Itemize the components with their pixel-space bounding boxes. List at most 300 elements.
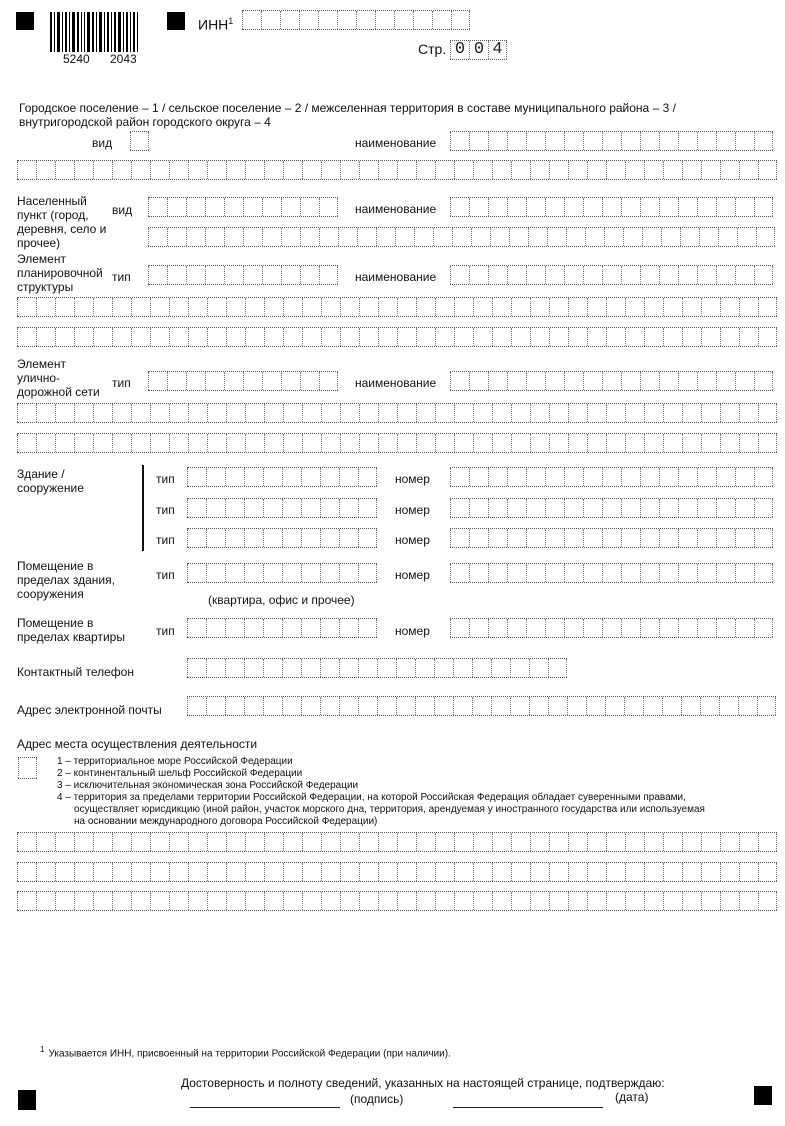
input-cell[interactable] xyxy=(225,564,244,582)
input-cell[interactable] xyxy=(473,863,492,881)
input-cell[interactable] xyxy=(758,298,777,316)
input-cell[interactable] xyxy=(243,266,262,284)
input-cell[interactable] xyxy=(187,659,206,677)
input-cell[interactable] xyxy=(454,833,473,851)
input-cell[interactable] xyxy=(644,833,663,851)
input-cell[interactable] xyxy=(416,833,435,851)
activity-address-field-row3[interactable] xyxy=(17,891,777,911)
input-cell[interactable] xyxy=(205,198,224,216)
input-cell[interactable] xyxy=(644,328,663,346)
input-cell[interactable] xyxy=(338,228,357,246)
input-cell[interactable] xyxy=(112,833,131,851)
input-cell[interactable] xyxy=(435,404,454,422)
input-cell[interactable] xyxy=(320,468,339,486)
input-cell[interactable] xyxy=(621,499,640,517)
input-cell[interactable] xyxy=(682,404,701,422)
input-cell[interactable] xyxy=(264,833,283,851)
input-cell[interactable] xyxy=(167,372,186,390)
input-cell[interactable] xyxy=(719,697,738,715)
input-cell[interactable] xyxy=(492,161,511,179)
input-cell[interactable] xyxy=(451,11,470,29)
input-cell[interactable] xyxy=(359,863,378,881)
input-cell[interactable] xyxy=(511,892,530,910)
input-cell[interactable] xyxy=(450,132,469,150)
input-cell[interactable] xyxy=(545,529,564,547)
input-cell[interactable] xyxy=(55,833,74,851)
input-cell[interactable] xyxy=(93,161,112,179)
input-cell[interactable] xyxy=(662,697,681,715)
input-cell[interactable] xyxy=(416,404,435,422)
input-cell[interactable] xyxy=(621,619,640,637)
input-cell[interactable] xyxy=(716,499,735,517)
input-cell[interactable] xyxy=(320,529,339,547)
planning-element-type-field[interactable] xyxy=(148,265,338,285)
input-cell[interactable] xyxy=(283,863,302,881)
input-cell[interactable] xyxy=(488,266,507,284)
input-cell[interactable] xyxy=(511,434,530,452)
input-cell[interactable] xyxy=(754,499,773,517)
input-cell[interactable] xyxy=(678,529,697,547)
input-cell[interactable] xyxy=(359,404,378,422)
input-cell[interactable] xyxy=(697,619,716,637)
input-cell[interactable] xyxy=(321,298,340,316)
input-cell[interactable] xyxy=(492,434,511,452)
input-cell[interactable] xyxy=(587,298,606,316)
input-cell[interactable] xyxy=(564,529,583,547)
input-cell[interactable] xyxy=(301,697,320,715)
input-cell[interactable] xyxy=(659,564,678,582)
input-cell[interactable] xyxy=(697,266,716,284)
input-cell[interactable] xyxy=(207,434,226,452)
input-cell[interactable] xyxy=(262,372,281,390)
input-cell[interactable] xyxy=(262,198,281,216)
input-cell[interactable] xyxy=(320,499,339,517)
input-cell[interactable] xyxy=(530,863,549,881)
input-cell[interactable] xyxy=(224,228,243,246)
input-cell[interactable] xyxy=(720,434,739,452)
input-cell[interactable] xyxy=(606,863,625,881)
input-cell[interactable] xyxy=(397,863,416,881)
input-cell[interactable] xyxy=(602,468,621,486)
input-cell[interactable] xyxy=(394,11,413,29)
input-cell[interactable] xyxy=(17,892,36,910)
input-cell[interactable] xyxy=(739,161,758,179)
input-cell[interactable] xyxy=(18,758,37,778)
input-cell[interactable] xyxy=(735,499,754,517)
input-cell[interactable] xyxy=(548,659,567,677)
input-cell[interactable] xyxy=(377,659,396,677)
input-cell[interactable] xyxy=(602,266,621,284)
input-cell[interactable] xyxy=(568,833,587,851)
input-cell[interactable] xyxy=(450,266,469,284)
input-cell[interactable] xyxy=(245,833,264,851)
input-cell[interactable] xyxy=(526,132,545,150)
input-cell[interactable] xyxy=(663,863,682,881)
input-cell[interactable] xyxy=(435,161,454,179)
input-cell[interactable] xyxy=(621,266,640,284)
input-cell[interactable] xyxy=(758,161,777,179)
input-cell[interactable] xyxy=(640,198,659,216)
settlement-name-field-row2[interactable] xyxy=(17,160,777,180)
input-cell[interactable] xyxy=(716,132,735,150)
input-cell[interactable] xyxy=(207,833,226,851)
input-cell[interactable] xyxy=(169,404,188,422)
input-cell[interactable] xyxy=(739,328,758,346)
input-cell[interactable] xyxy=(587,404,606,422)
input-cell[interactable] xyxy=(568,892,587,910)
input-cell[interactable] xyxy=(682,892,701,910)
input-cell[interactable] xyxy=(529,697,548,715)
input-cell[interactable] xyxy=(545,468,564,486)
input-cell[interactable] xyxy=(528,228,547,246)
input-cell[interactable] xyxy=(416,161,435,179)
input-cell[interactable] xyxy=(469,499,488,517)
input-cell[interactable] xyxy=(148,228,167,246)
input-cell[interactable] xyxy=(397,328,416,346)
input-cell[interactable] xyxy=(319,266,338,284)
input-cell[interactable] xyxy=(112,434,131,452)
input-cell[interactable] xyxy=(358,468,377,486)
input-cell[interactable] xyxy=(739,298,758,316)
input-cell[interactable] xyxy=(621,132,640,150)
input-cell[interactable] xyxy=(735,468,754,486)
input-cell[interactable] xyxy=(224,266,243,284)
input-cell[interactable] xyxy=(207,404,226,422)
input-cell[interactable] xyxy=(735,564,754,582)
input-cell[interactable] xyxy=(716,564,735,582)
input-cell[interactable] xyxy=(112,298,131,316)
input-cell[interactable] xyxy=(454,161,473,179)
input-cell[interactable] xyxy=(491,697,510,715)
input-cell[interactable] xyxy=(469,372,488,390)
input-cell[interactable] xyxy=(492,833,511,851)
input-cell[interactable] xyxy=(454,328,473,346)
phone-field[interactable] xyxy=(187,658,567,678)
input-cell[interactable] xyxy=(93,404,112,422)
input-cell[interactable] xyxy=(359,328,378,346)
input-cell[interactable] xyxy=(602,529,621,547)
input-cell[interactable] xyxy=(224,198,243,216)
input-cell[interactable] xyxy=(36,298,55,316)
input-cell[interactable] xyxy=(450,564,469,582)
input-cell[interactable] xyxy=(735,132,754,150)
input-cell[interactable] xyxy=(663,434,682,452)
input-cell[interactable] xyxy=(511,863,530,881)
input-cell[interactable] xyxy=(606,328,625,346)
input-cell[interactable] xyxy=(433,228,452,246)
input-cell[interactable] xyxy=(758,434,777,452)
premises-number-field[interactable] xyxy=(450,563,773,583)
input-cell[interactable] xyxy=(226,161,245,179)
locality-name-field[interactable] xyxy=(450,197,773,217)
input-cell[interactable] xyxy=(131,833,150,851)
input-cell[interactable] xyxy=(131,892,150,910)
input-cell[interactable] xyxy=(150,328,169,346)
input-cell[interactable] xyxy=(602,198,621,216)
input-cell[interactable] xyxy=(720,328,739,346)
input-cell[interactable] xyxy=(283,892,302,910)
input-cell[interactable] xyxy=(530,892,549,910)
input-cell[interactable] xyxy=(263,499,282,517)
input-cell[interactable] xyxy=(737,228,756,246)
input-cell[interactable] xyxy=(36,833,55,851)
input-cell[interactable] xyxy=(621,198,640,216)
input-cell[interactable] xyxy=(415,697,434,715)
input-cell[interactable] xyxy=(339,529,358,547)
input-cell[interactable] xyxy=(148,266,167,284)
input-cell[interactable] xyxy=(150,863,169,881)
input-cell[interactable] xyxy=(244,468,263,486)
input-cell[interactable] xyxy=(263,659,282,677)
input-cell[interactable] xyxy=(545,132,564,150)
input-cell[interactable] xyxy=(263,564,282,582)
input-cell[interactable] xyxy=(568,298,587,316)
input-cell[interactable] xyxy=(701,434,720,452)
input-cell[interactable] xyxy=(564,619,583,637)
input-cell[interactable] xyxy=(397,298,416,316)
input-cell[interactable] xyxy=(507,499,526,517)
input-cell[interactable] xyxy=(300,228,319,246)
input-cell[interactable] xyxy=(526,198,545,216)
input-cell[interactable] xyxy=(757,697,776,715)
input-cell[interactable] xyxy=(225,468,244,486)
input-cell[interactable] xyxy=(659,372,678,390)
input-cell[interactable] xyxy=(720,298,739,316)
input-cell[interactable] xyxy=(678,372,697,390)
input-cell[interactable] xyxy=(321,833,340,851)
input-cell[interactable] xyxy=(624,697,643,715)
input-cell[interactable] xyxy=(492,404,511,422)
input-cell[interactable] xyxy=(586,697,605,715)
input-cell[interactable] xyxy=(682,833,701,851)
input-cell[interactable] xyxy=(716,198,735,216)
input-cell[interactable] xyxy=(739,892,758,910)
input-cell[interactable] xyxy=(716,266,735,284)
input-cell[interactable] xyxy=(701,328,720,346)
input-cell[interactable] xyxy=(359,833,378,851)
input-cell[interactable] xyxy=(549,161,568,179)
input-cell[interactable] xyxy=(17,328,36,346)
input-cell[interactable] xyxy=(416,328,435,346)
input-cell[interactable] xyxy=(301,659,320,677)
input-cell[interactable] xyxy=(678,619,697,637)
input-cell[interactable] xyxy=(358,697,377,715)
input-cell[interactable] xyxy=(606,434,625,452)
input-cell[interactable] xyxy=(659,132,678,150)
input-cell[interactable] xyxy=(583,499,602,517)
input-cell[interactable] xyxy=(758,863,777,881)
input-cell[interactable] xyxy=(549,434,568,452)
input-cell[interactable] xyxy=(55,863,74,881)
input-cell[interactable] xyxy=(378,161,397,179)
input-cell[interactable] xyxy=(17,833,36,851)
input-cell[interactable] xyxy=(36,434,55,452)
input-cell[interactable] xyxy=(55,434,74,452)
input-cell[interactable] xyxy=(454,434,473,452)
input-cell[interactable] xyxy=(243,228,262,246)
input-cell[interactable] xyxy=(378,298,397,316)
input-cell[interactable] xyxy=(263,468,282,486)
input-cell[interactable] xyxy=(169,892,188,910)
input-cell[interactable] xyxy=(583,266,602,284)
input-cell[interactable] xyxy=(663,892,682,910)
input-cell[interactable] xyxy=(17,404,36,422)
input-cell[interactable] xyxy=(206,697,225,715)
input-cell[interactable] xyxy=(55,892,74,910)
input-cell[interactable] xyxy=(640,372,659,390)
input-cell[interactable] xyxy=(701,863,720,881)
premises-type-field[interactable] xyxy=(187,563,377,583)
input-cell[interactable] xyxy=(301,499,320,517)
input-cell[interactable] xyxy=(244,659,263,677)
input-cell[interactable] xyxy=(469,468,488,486)
input-cell[interactable] xyxy=(621,468,640,486)
road-element-name-field-row3[interactable] xyxy=(17,433,777,453)
input-cell[interactable] xyxy=(169,161,188,179)
input-cell[interactable] xyxy=(701,298,720,316)
input-cell[interactable] xyxy=(510,697,529,715)
input-cell[interactable] xyxy=(131,404,150,422)
input-cell[interactable] xyxy=(625,434,644,452)
input-cell[interactable] xyxy=(339,619,358,637)
input-cell[interactable] xyxy=(188,328,207,346)
input-cell[interactable] xyxy=(396,659,415,677)
input-cell[interactable] xyxy=(473,892,492,910)
input-cell[interactable] xyxy=(413,11,432,29)
input-cell[interactable] xyxy=(264,328,283,346)
input-cell[interactable] xyxy=(549,863,568,881)
input-cell[interactable] xyxy=(281,228,300,246)
input-cell[interactable] xyxy=(682,328,701,346)
inn-field[interactable] xyxy=(242,10,470,30)
input-cell[interactable] xyxy=(526,529,545,547)
input-cell[interactable] xyxy=(701,161,720,179)
input-cell[interactable] xyxy=(358,499,377,517)
input-cell[interactable] xyxy=(507,372,526,390)
input-cell[interactable] xyxy=(564,132,583,150)
input-cell[interactable] xyxy=(243,372,262,390)
input-cell[interactable] xyxy=(640,266,659,284)
input-cell[interactable] xyxy=(359,161,378,179)
input-cell[interactable] xyxy=(319,198,338,216)
input-cell[interactable] xyxy=(357,228,376,246)
input-cell[interactable] xyxy=(340,328,359,346)
input-cell[interactable] xyxy=(680,228,699,246)
input-cell[interactable] xyxy=(492,863,511,881)
input-cell[interactable] xyxy=(301,529,320,547)
input-cell[interactable] xyxy=(606,833,625,851)
input-cell[interactable] xyxy=(492,328,511,346)
input-cell[interactable] xyxy=(583,132,602,150)
input-cell[interactable] xyxy=(283,833,302,851)
signature-line[interactable] xyxy=(190,1107,340,1108)
input-cell[interactable] xyxy=(376,228,395,246)
input-cell[interactable] xyxy=(758,892,777,910)
input-cell[interactable] xyxy=(663,833,682,851)
input-cell[interactable] xyxy=(602,372,621,390)
planning-element-name-field-row2[interactable] xyxy=(17,297,777,317)
input-cell[interactable] xyxy=(469,619,488,637)
input-cell[interactable] xyxy=(150,298,169,316)
activity-address-field-row2[interactable] xyxy=(17,862,777,882)
input-cell[interactable] xyxy=(623,228,642,246)
input-cell[interactable] xyxy=(682,863,701,881)
input-cell[interactable] xyxy=(225,659,244,677)
input-cell[interactable] xyxy=(507,198,526,216)
input-cell[interactable] xyxy=(587,892,606,910)
input-cell[interactable] xyxy=(450,372,469,390)
input-cell[interactable] xyxy=(507,619,526,637)
input-cell[interactable] xyxy=(530,404,549,422)
input-cell[interactable] xyxy=(507,468,526,486)
input-cell[interactable] xyxy=(490,228,509,246)
input-cell[interactable] xyxy=(339,499,358,517)
input-cell[interactable] xyxy=(681,697,700,715)
input-cell[interactable] xyxy=(644,434,663,452)
input-cell[interactable] xyxy=(225,619,244,637)
input-cell[interactable] xyxy=(526,372,545,390)
email-field[interactable] xyxy=(187,696,776,716)
input-cell[interactable] xyxy=(245,863,264,881)
input-cell[interactable] xyxy=(435,892,454,910)
input-cell[interactable] xyxy=(735,529,754,547)
input-cell[interactable] xyxy=(378,434,397,452)
input-cell[interactable] xyxy=(169,434,188,452)
input-cell[interactable] xyxy=(756,228,775,246)
input-cell[interactable] xyxy=(754,619,773,637)
input-cell[interactable] xyxy=(450,529,469,547)
input-cell[interactable] xyxy=(739,833,758,851)
input-cell[interactable] xyxy=(549,298,568,316)
input-cell[interactable] xyxy=(320,697,339,715)
input-cell[interactable] xyxy=(187,499,206,517)
input-cell[interactable] xyxy=(640,619,659,637)
input-cell[interactable] xyxy=(682,161,701,179)
input-cell[interactable] xyxy=(758,404,777,422)
input-cell[interactable] xyxy=(281,198,300,216)
input-cell[interactable] xyxy=(587,863,606,881)
input-cell[interactable] xyxy=(701,892,720,910)
input-cell[interactable] xyxy=(530,833,549,851)
input-cell[interactable] xyxy=(301,564,320,582)
input-cell[interactable] xyxy=(659,198,678,216)
input-cell[interactable] xyxy=(264,863,283,881)
input-cell[interactable] xyxy=(321,328,340,346)
input-cell[interactable] xyxy=(663,328,682,346)
input-cell[interactable] xyxy=(530,298,549,316)
input-cell[interactable] xyxy=(625,833,644,851)
input-cell[interactable] xyxy=(416,298,435,316)
input-cell[interactable] xyxy=(526,619,545,637)
input-cell[interactable] xyxy=(396,697,415,715)
input-cell[interactable] xyxy=(282,564,301,582)
input-cell[interactable] xyxy=(659,468,678,486)
input-cell[interactable] xyxy=(643,697,662,715)
input-cell[interactable] xyxy=(699,228,718,246)
input-cell[interactable] xyxy=(644,161,663,179)
input-cell[interactable] xyxy=(320,564,339,582)
input-cell[interactable] xyxy=(720,404,739,422)
input-cell[interactable] xyxy=(678,132,697,150)
input-cell[interactable] xyxy=(587,833,606,851)
input-cell[interactable] xyxy=(188,892,207,910)
input-cell[interactable] xyxy=(224,372,243,390)
input-cell[interactable] xyxy=(640,468,659,486)
input-cell[interactable] xyxy=(738,697,757,715)
input-cell[interactable] xyxy=(545,564,564,582)
input-cell[interactable] xyxy=(245,434,264,452)
input-cell[interactable] xyxy=(659,529,678,547)
